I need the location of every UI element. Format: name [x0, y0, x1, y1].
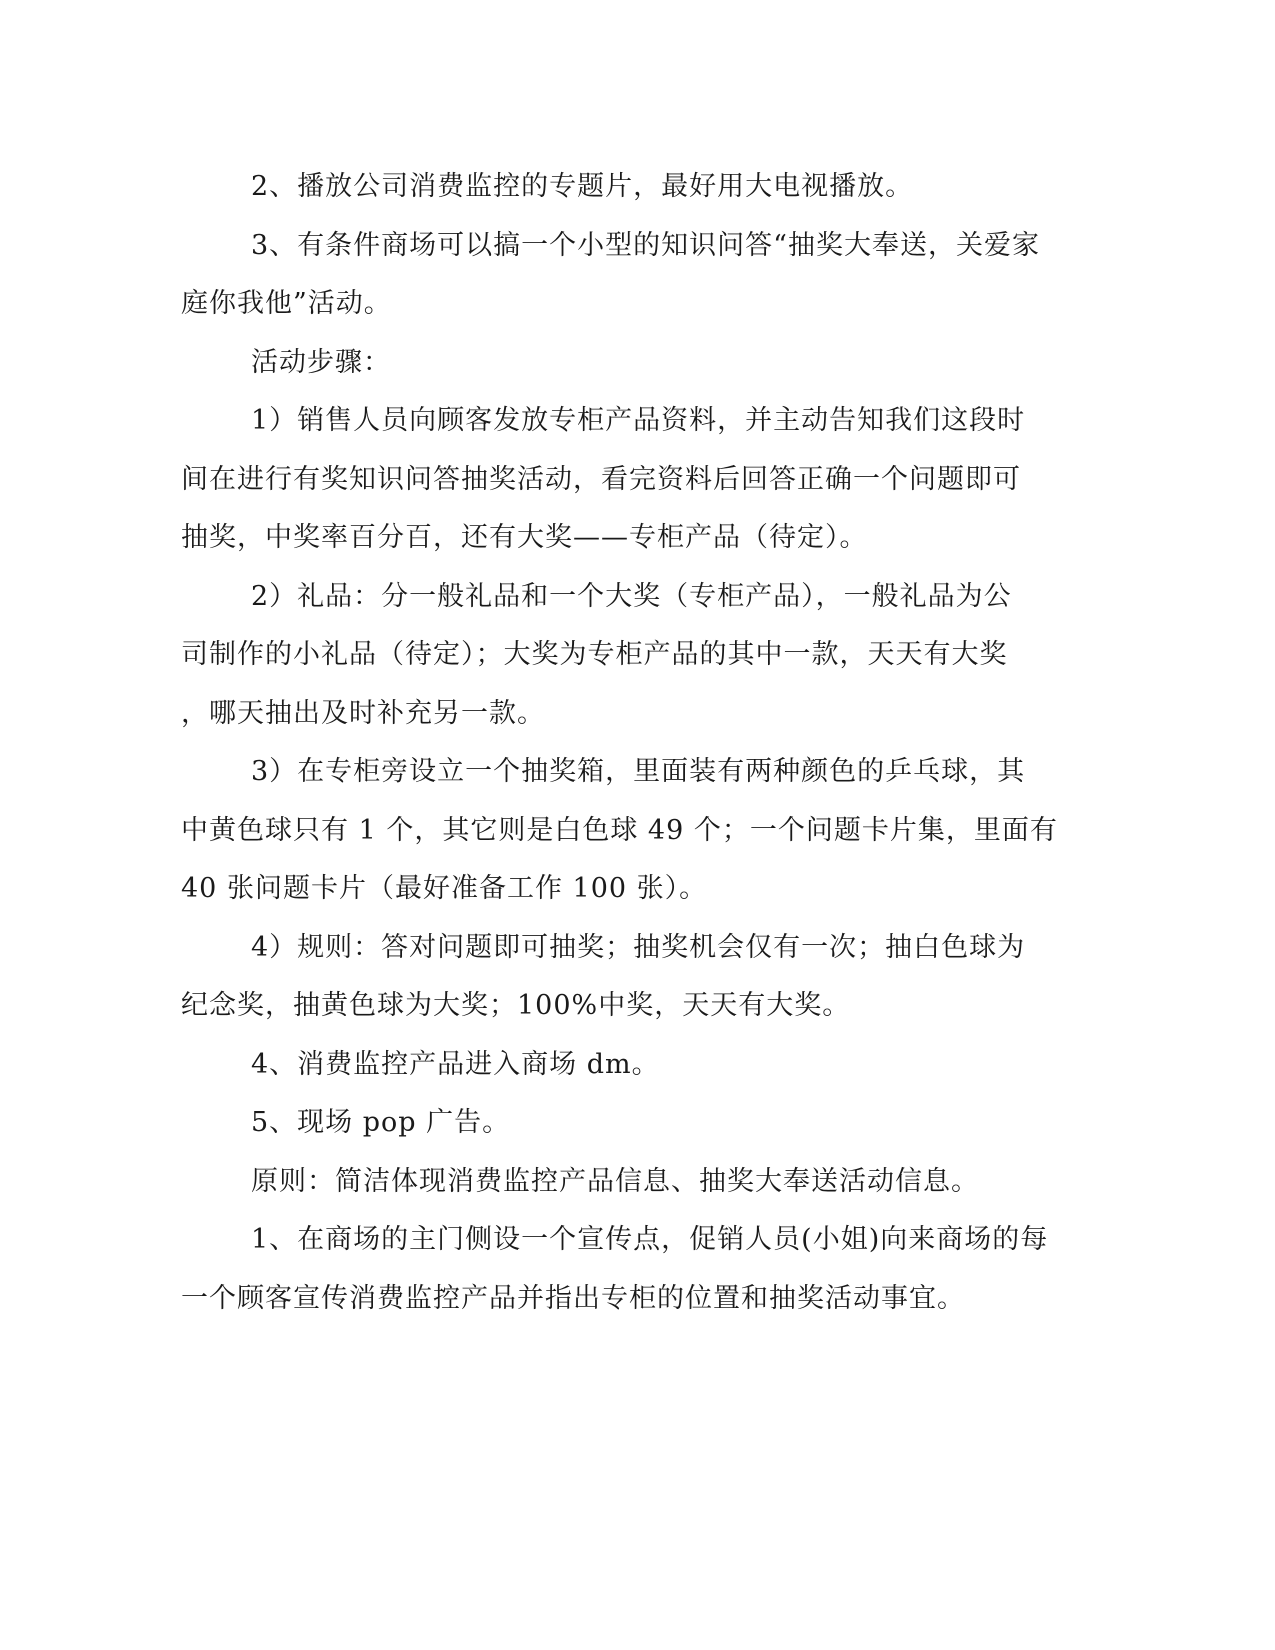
paragraph-steps-heading [181, 334, 1031, 393]
text-line: 2）礼品：分一般礼品和一个大奖（专柜产品），一般礼品为公 [251, 580, 1012, 612]
text-line: 3）在专柜旁设立一个抽奖箱，里面装有两种颜色的乒乓球，其 [251, 756, 1026, 787]
paragraph-5-pop [181, 1094, 1031, 1153]
text-line: 原则：简洁体现消费监控产品信息、抽奖大奉送活动信息。 [251, 1165, 979, 1197]
text-line: 庭你我他”活动。 [181, 288, 392, 319]
text-line: 1、在商场的主门侧设一个宣传点，促销人员(小姐)向来商场的每 [251, 1224, 1049, 1255]
paragraph-1-promo-point [181, 1211, 1049, 1328]
paragraph-2-video [181, 158, 1031, 217]
text-line: 5、现场 pop 广告。 [251, 1107, 511, 1138]
document-body [181, 158, 1058, 1328]
paragraph-step-2 [181, 568, 1031, 744]
text-line: 2、播放公司消费监控的专题片，最好用大电视播放。 [251, 171, 914, 202]
text-line: 一个顾客宣传消费监控产品并指出专柜的位置和抽奖活动事宜。 [181, 1282, 965, 1314]
paragraph-step-3 [181, 743, 1058, 919]
text-line: 1）销售人员向顾客发放专柜产品资料，并主动告知我们这段时 [251, 405, 1026, 436]
text-line: 4、消费监控产品进入商场 dm。 [251, 1048, 660, 1080]
paragraph-principle [181, 1153, 1031, 1212]
text-line: 3、有条件商场可以搞一个小型的知识问答“抽奖大奉送，关爱家 [251, 229, 1040, 261]
text-line: 司制作的小礼品（待定）；大奖为专柜产品的其中一款，天天有大奖 [181, 639, 1008, 670]
text-line: 40 张问题卡片（最好准备工作 100 张）。 [181, 873, 708, 904]
paragraph-3-quiz [181, 217, 1040, 334]
paragraph-step-1 [181, 392, 1031, 568]
text-line: 4）规则：答对问题即可抽奖；抽奖机会仅有一次；抽白色球为 [251, 931, 1026, 963]
paragraph-step-4 [181, 919, 1031, 1036]
text-line: ，哪天抽出及时补充另一款。 [181, 697, 545, 729]
text-line: 中黄色球只有 1 个，其它则是白色球 49 个；一个问题卡片集，里面有 [181, 814, 1058, 846]
text-line: 间在进行有奖知识问答抽奖活动，看完资料后回答正确一个问题即可 [181, 463, 1021, 495]
paragraph-4-dm [181, 1036, 1031, 1095]
text-line: 抽奖，中奖率百分百，还有大奖——专柜产品（待定）。 [181, 522, 868, 553]
text-line: 纪念奖，抽黄色球为大奖；100%中奖，天天有大奖。 [181, 990, 851, 1021]
text-line: 活动步骤： [251, 346, 391, 378]
